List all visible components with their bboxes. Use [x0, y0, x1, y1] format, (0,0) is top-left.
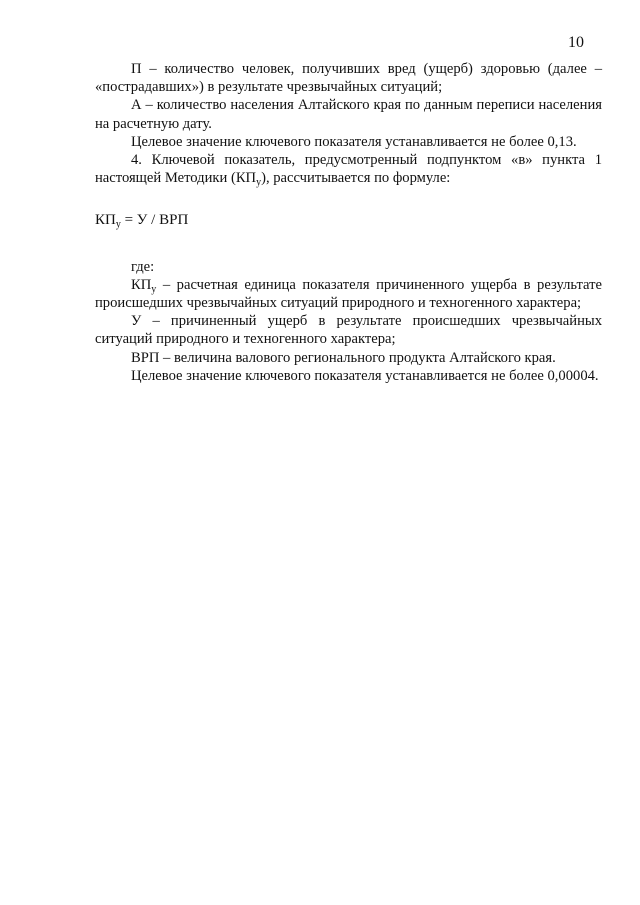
kpu-kp: КП: [131, 276, 152, 293]
kpu-definition: [95, 276, 602, 312]
item-4-text-start: 4. Ключевой показатель, предусмотренный подпунктом «в» пункта 1 настоящей Методики (КП: [95, 152, 602, 187]
item-4-paragraph: [95, 151, 602, 187]
where-label: где:: [131, 258, 155, 275]
kpu-subscript: у: [151, 283, 157, 295]
document-body: [95, 60, 602, 385]
formula-rest: = У / ВРП: [120, 212, 189, 229]
target-value-2: Целевое значение ключевого показателя устанавливается не более 0,00004.: [131, 367, 599, 384]
formula: [95, 211, 602, 229]
formula-subscript: у: [115, 219, 121, 231]
target-value-1: Целевое значение ключевого показателя устанавливается не более 0,13.: [131, 133, 577, 150]
vrp-definition: ВРП – величина валового регионального продукта Алтайского края.: [131, 349, 556, 366]
item-4-text-end: ), рассчитывается по формуле:: [261, 170, 451, 187]
a-definition: А – количество населения Алтайского края по данным переписи населения на расчетную дату.: [95, 97, 602, 132]
formula-kp: КП: [95, 212, 116, 229]
item-4-subscript: у: [256, 177, 262, 189]
page-number: 10: [568, 34, 584, 51]
u-definition: У – причиненный ущерб в результате происшедших чрезвычайных ситуаций природного и техногенного характера;: [95, 313, 602, 348]
p-definition: П – количество человек, получивших вред (ущерб) здоровью (далее – «пострадавших») в результате чрезвычайных ситуаций;: [95, 61, 602, 96]
kpu-text: – расчетная единица показателя причиненного ущерба в результате происшедших чрезвычайных ситуаций природного и техногенного характера;: [95, 276, 602, 312]
